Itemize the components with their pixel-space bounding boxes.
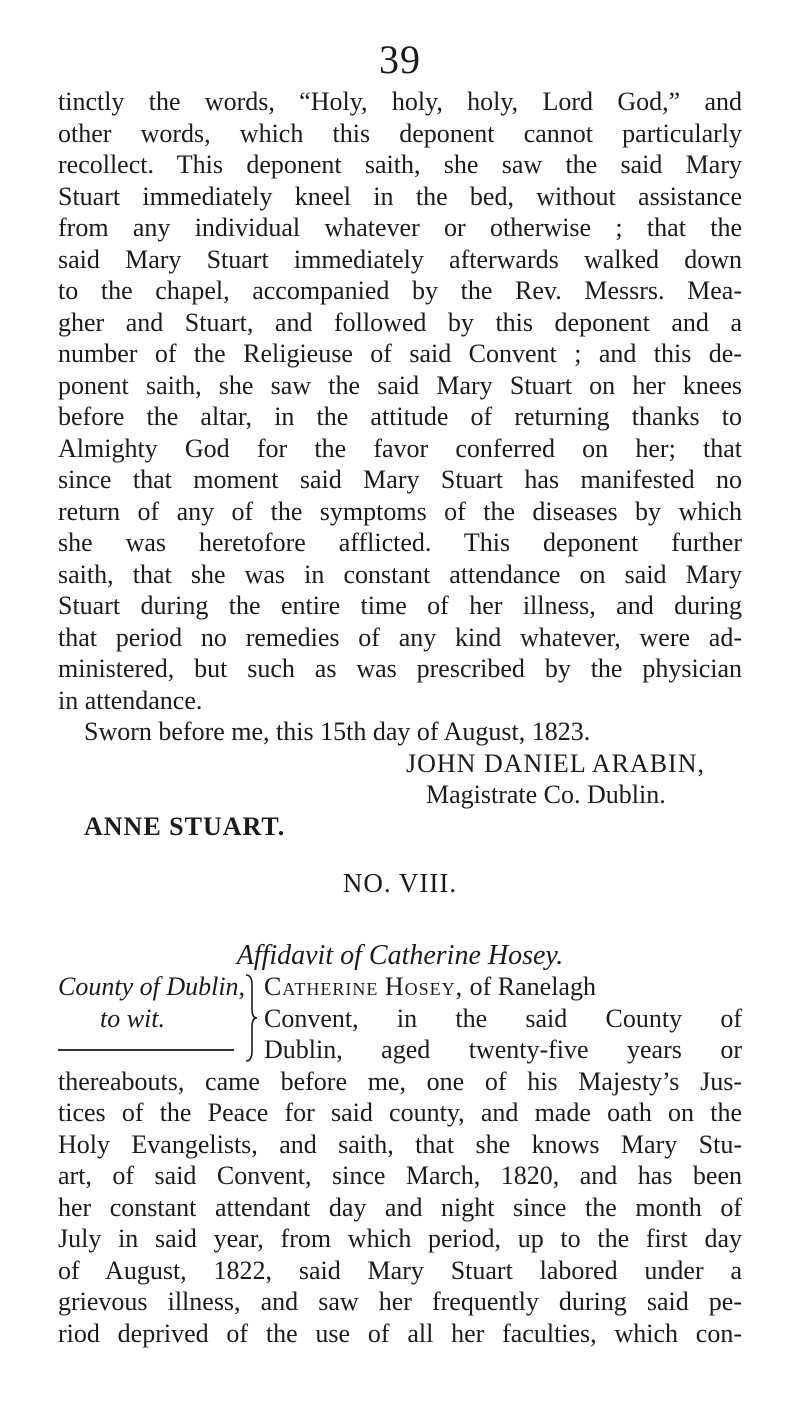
brace-icon	[244, 973, 258, 1063]
text-line: return of any of the symptoms of the diseases by which	[58, 496, 742, 526]
spacer	[58, 842, 742, 868]
text-line: she was heretofore afflicted. This deponent further	[58, 528, 742, 557]
text-line: tinctly the words, “Holy, holy, holy, Lord God,” and	[58, 87, 742, 116]
text-line: Stuart during the entire time of her illness, and during	[58, 591, 742, 620]
magistrate-title: Magistrate Co. Dublin.	[426, 780, 666, 809]
text-line: before the altar, in the attitude of returning thanks to	[58, 402, 742, 431]
text-line: grievous illness, and saw her frequently during said pe-	[58, 1287, 742, 1316]
deponent-signature: ANNE STUART.	[84, 811, 286, 841]
venue-statement	[264, 971, 742, 1066]
spacer	[58, 900, 742, 914]
deponent-last-name: Hosey,	[384, 972, 464, 1001]
text-line: riod deprived of the use of all her faculties, which con-	[58, 1318, 742, 1348]
text-line: Convent, in the said County of	[264, 1003, 742, 1033]
text-line: tices of the Peace for said county, and made oath on the	[58, 1098, 742, 1127]
venue-county: County of Dublin,	[58, 972, 246, 1001]
text-line: Stuart immediately kneel in the bed, without assistance	[58, 181, 742, 211]
text-line: gher and Stuart, and followed by this deponent and a	[58, 307, 742, 337]
venue-to-wit: to wit.	[100, 1003, 166, 1033]
text-line: art, of said Convent, since March, 1820, and has been	[58, 1161, 742, 1190]
sworn-statement: Sworn before me, this 15th day of August, 1823.	[84, 717, 591, 746]
text-line	[264, 971, 742, 1003]
spacer	[58, 914, 742, 940]
text-line: other words, which this deponent cannot particularly	[58, 118, 742, 148]
text-line: recollect. This deponent saith, she saw the said Mary	[58, 150, 742, 179]
text-line: ministered, but such as was prescribed by the physician	[58, 654, 742, 683]
text-line: in attendance.	[58, 685, 203, 715]
text-line: Almighty God for the favor conferred on her; that	[58, 433, 742, 463]
text-line: Holy Evangelists, and saith, that she knows Mary Stu-	[58, 1129, 742, 1159]
page-number: 39	[379, 37, 421, 82]
venue-rule	[58, 1049, 234, 1051]
text-line: her constant attendant day and night since the month of	[58, 1192, 742, 1222]
affidavit-paragraph	[58, 1066, 742, 1350]
text-line: saith, that she was in constant attendance on said Mary	[58, 559, 742, 589]
text-line: that period no remedies of any kind whatever, were ad-	[58, 622, 742, 652]
magistrate-signature: JOHN DANIEL ARABIN,	[406, 748, 705, 778]
deponent-residence: of Ranelagh	[469, 972, 596, 1001]
text-line: thereabouts, came before me, one of his Majesty’s Jus-	[58, 1066, 742, 1096]
text-line: ponent saith, she saw the said Mary Stuart on her knees	[58, 370, 742, 400]
document-body	[58, 86, 742, 1349]
deponent-first-name: Catherine	[264, 972, 379, 1001]
venue-caption	[58, 971, 248, 1051]
affidavit-title: Affidavit of Catherine Hosey.	[236, 939, 564, 971]
text-line: July in said year, from which period, up to the first day	[58, 1224, 742, 1253]
text-line: of August, 1822, said Mary Stuart labored under a	[58, 1255, 742, 1285]
text-line: to the chapel, accompanied by the Rev. Messrs. Mea-	[58, 276, 742, 305]
venue-block	[58, 971, 742, 1066]
section-heading: NO. VIII.	[342, 868, 458, 898]
text-line: said Mary Stuart immediately afterwards walked down	[58, 244, 742, 274]
text-line: from any individual whatever or otherwise ; that the	[58, 213, 742, 242]
text-line: number of the Religieuse of said Convent ; and this de-	[58, 339, 742, 368]
text-line: since that moment said Mary Stuart has manifested no	[58, 465, 742, 494]
deposition-paragraph	[58, 86, 742, 716]
text-line: Dublin, aged twenty-five years or	[264, 1035, 742, 1064]
